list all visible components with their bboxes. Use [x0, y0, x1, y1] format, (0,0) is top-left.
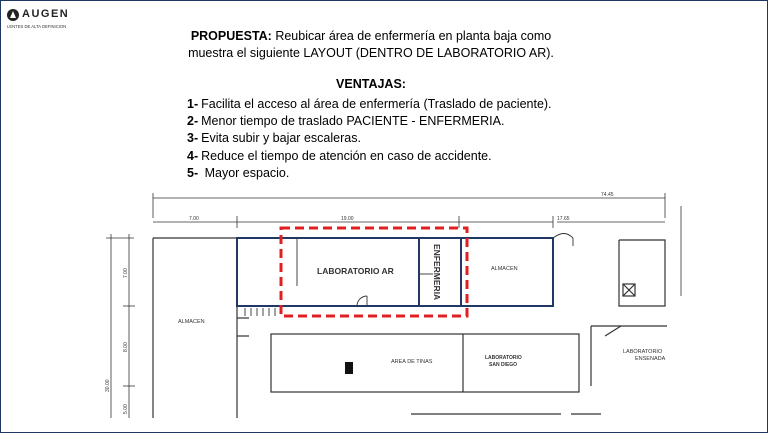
advantage-item: 2- Menor tiempo de traslado PACIENTE - ENFERMERIA. — [187, 114, 505, 129]
dim-total: 74.45 — [601, 192, 614, 198]
advantages-list — [187, 96, 607, 182]
room-almacen-left: ALMACEN — [178, 319, 205, 325]
advantage-item: 5- Mayor espacio. — [187, 165, 290, 180]
proposal-line1: Reubicar área de enfermería en planta baja como — [271, 29, 552, 43]
dim-v2: 8.00 — [123, 342, 129, 352]
interior-details — [245, 234, 573, 317]
logo-tagline: LENTES DE ALTA DEFINICION — [7, 24, 67, 29]
dim-v3: 30.00 — [105, 379, 111, 392]
augen-logo — [7, 9, 81, 43]
room-almacen-right: ALMACEN — [491, 266, 518, 272]
room-laboratorio-ar: LABORATORIO AR — [317, 266, 394, 276]
room-enfermeria: ENFERMERIA — [432, 244, 442, 301]
room-lab-ensenada-1: LABORATORIO — [623, 349, 663, 355]
logo-name: AUGEN — [22, 8, 70, 20]
dim-mid: 19.00 — [341, 216, 354, 222]
dim-v1: 7.00 — [123, 268, 129, 278]
proposal-label: PROPUESTA: — [190, 29, 272, 43]
walls-main — [237, 238, 553, 306]
dim-right: 17.65 — [557, 216, 570, 222]
advantages-title: VENTAJAS: — [336, 77, 406, 91]
floor-plan — [1, 186, 767, 432]
column-block — [345, 362, 353, 374]
proposal-text — [171, 28, 571, 62]
room-lab-ensenada-2: ENSENADA — [635, 356, 666, 362]
room-lab-san-diego-1: LABORATORIO — [485, 355, 522, 361]
walls-lower — [271, 334, 601, 414]
advantage-item: 4- Reduce el tiempo de atención en caso de accidente. — [187, 148, 492, 163]
room-area-tinas: AREA DE TINAS — [391, 359, 433, 365]
advantage-item: 1- Facilita el acceso al área de enfermería (Traslado de paciente). — [187, 97, 552, 111]
advantage-item: 3- Evita subir y bajar escaleras. — [187, 131, 361, 146]
proposal-line2: muestra el siguiente LAYOUT (DENTRO DE LABORATORIO AR). — [188, 46, 554, 60]
room-lab-san-diego-2: SAN DIEGO — [489, 362, 518, 368]
walls-left — [153, 238, 249, 418]
walls-right — [591, 240, 667, 386]
dim-v4: 5.00 — [123, 404, 129, 414]
augen-logo-icon — [7, 9, 19, 21]
dim-left: 7.00 — [189, 216, 199, 222]
